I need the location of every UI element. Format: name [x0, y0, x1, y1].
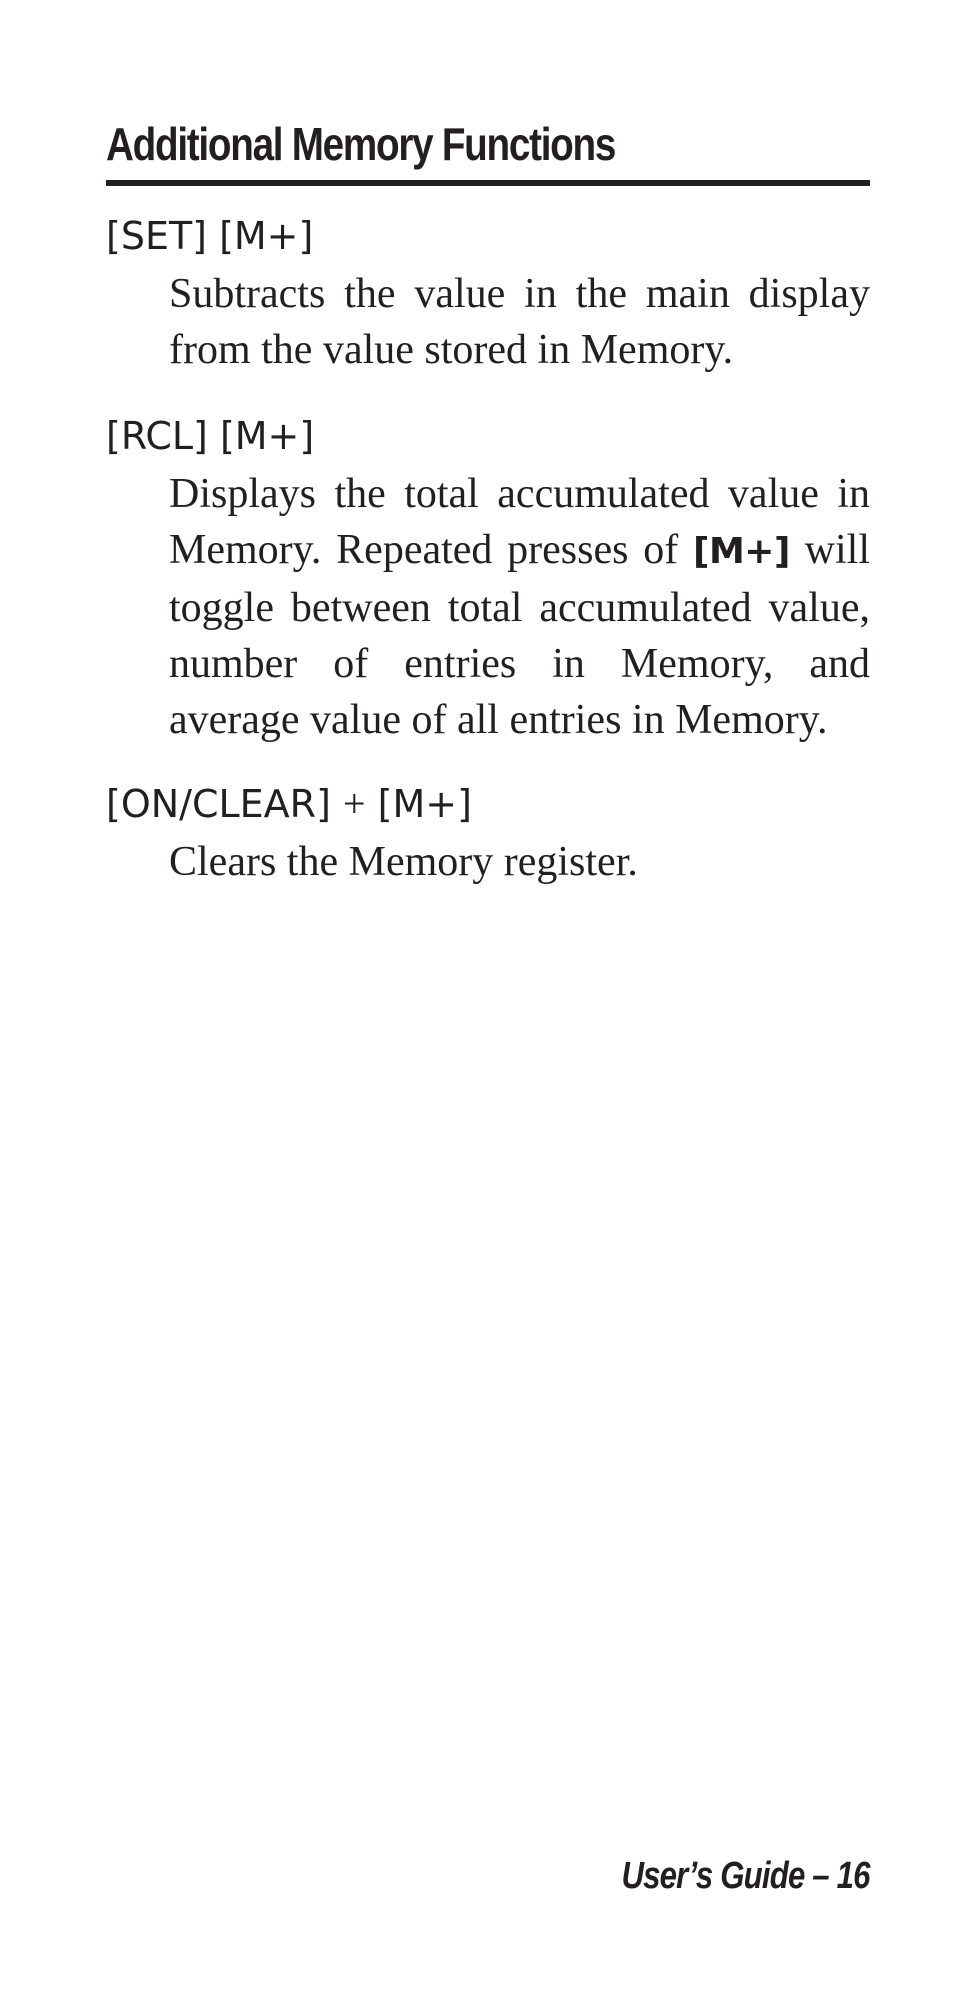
- key-joiner: +: [343, 781, 366, 826]
- key-m-plus: [M+]: [377, 782, 472, 826]
- inline-key-m-plus: [M+]: [693, 531, 790, 572]
- entry-rcl-m-plus: [106, 412, 870, 748]
- entry-description: Subtracts the value in the main display from the value stored in Memory.: [169, 271, 870, 373]
- heading-rule: [106, 180, 870, 186]
- entry-description: [169, 466, 870, 748]
- section-heading: Additional Memory Functions: [106, 118, 616, 170]
- key-combo: [106, 780, 870, 828]
- entry-set-m-plus: [106, 212, 870, 378]
- key-combo: [SET] [M+]: [106, 214, 314, 258]
- key-on-clear: [ON/CLEAR]: [106, 782, 331, 826]
- description-text: will toggle between total accumulated value, number of entries in Memory, and average value of all entries in Memory.: [169, 527, 871, 743]
- entry-on-clear-m-plus: [106, 780, 870, 890]
- entry-description: Clears the Memory register.: [169, 839, 638, 885]
- key-combo: [RCL] [M+]: [106, 414, 315, 458]
- page-footer: User’s Guide – 16: [621, 1855, 870, 1897]
- description-text: Displays the total accumulated value in Memory. Repeated presses of: [169, 471, 870, 573]
